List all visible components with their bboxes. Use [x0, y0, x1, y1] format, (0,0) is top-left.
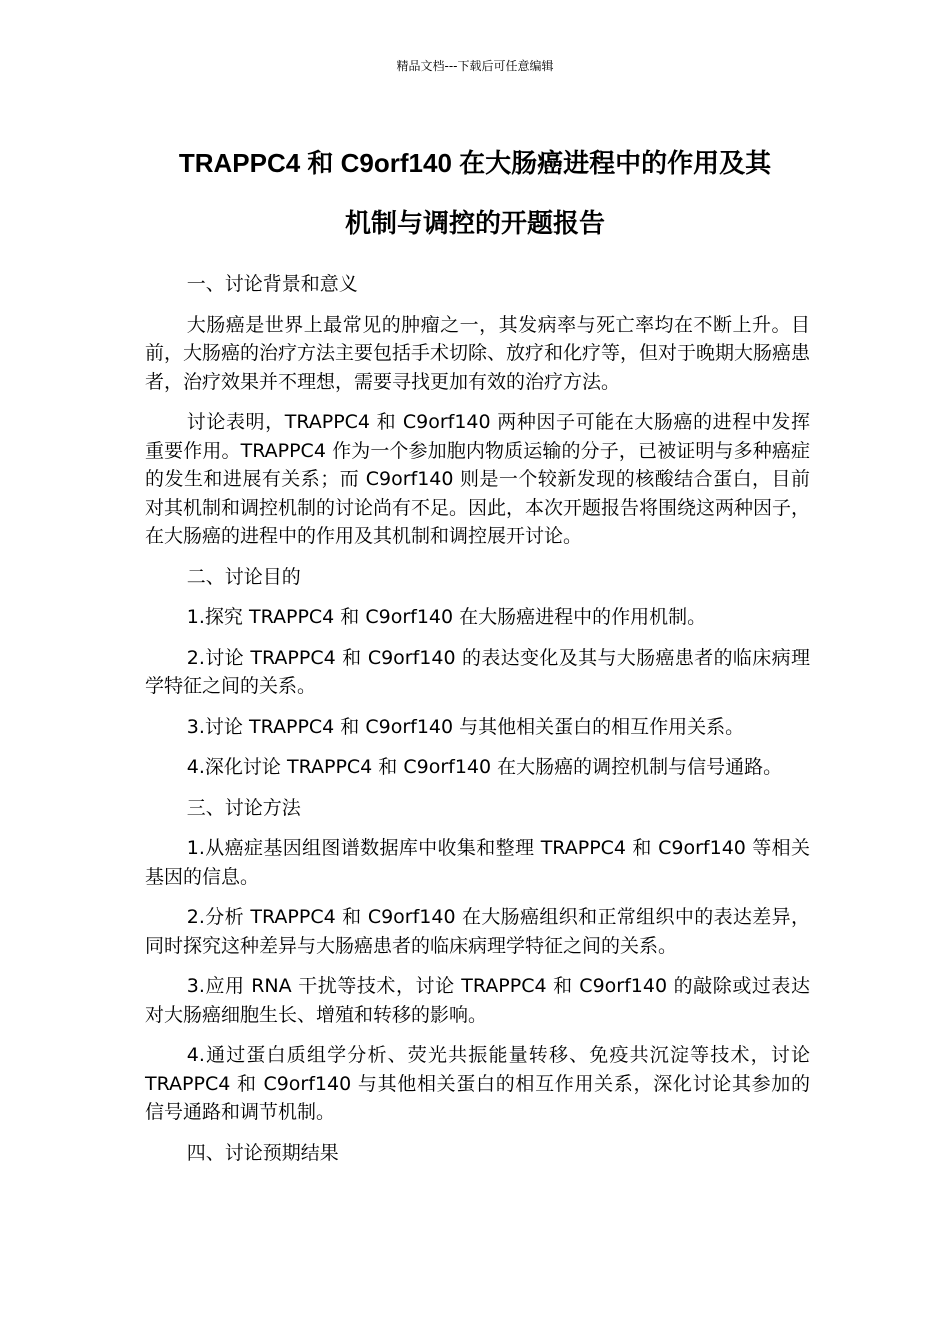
method-item-3: 3.应用 RNA 干扰等技术，讨论 TRAPPC4 和 C9orf140 的敲除或过表达对大肠癌细胞生长、增殖和转移的影响。: [145, 975, 810, 1026]
section-heading-expected-results: 四、讨论预期结果: [186, 1141, 339, 1164]
section-heading-background: 一、讨论背景和意义: [186, 273, 358, 295]
objective-item-2: 2.讨论 TRAPPC4 和 C9orf140 的表达变化及其与大肠癌患者的临床病理学特征之间的关系。: [145, 646, 810, 697]
objective-item-1: 1.探究 TRAPPC4 和 C9orf140 在大肠癌进程中的作用机制。: [186, 606, 707, 628]
objective-item-3: 3.讨论 TRAPPC4 和 C9orf140 与其他相关蛋白的相互作用关系。: [186, 715, 745, 738]
document-title: [120, 133, 830, 253]
document-title-line-2: 机制与调控的开题报告: [344, 208, 605, 238]
method-item-2: 2.分析 TRAPPC4 和 C9orf140 在大肠癌组织和正常组织中的表达差异，同时探究这种差异与大肠癌患者的临床病理学特征之间的关系。: [145, 906, 810, 957]
document-body: [145, 270, 810, 1179]
method-item-1: 1.从癌症基因组图谱数据库中收集和整理 TRAPPC4 和 C9orf140 等相关基因的信息。: [145, 837, 810, 888]
paragraph-background-2: 讨论表明，TRAPPC4 和 C9orf140 两种因子可能在大肠癌的进程中发挥重要作用。TRAPPC4 作为一个参加胞内物质运输的分子，已被证明与多种癌症的发生和进展有关系；而 C9orf140 则是一个较新发现的核酸结合蛋白，目前对其机制和调控机制的讨论尚有不足。因此，本次开题报告将围绕这两种因子，在大肠癌的进程中的作用及其机制和调控展开讨论。: [145, 411, 811, 547]
objective-item-4: 4.深化讨论 TRAPPC4 和 C9orf140 在大肠癌的调控机制与信号通路。: [186, 756, 783, 778]
document-title-line-1: TRAPPC4 和 C9orf140 在大肠癌进程中的作用及其: [178, 148, 772, 178]
section-heading-objectives: 二、讨论目的: [186, 565, 301, 588]
paragraph-background-1: 大肠癌是世界上最常见的肿瘤之一，其发病率与死亡率均在不断上升。目前，大肠癌的治疗方法主要包括手术切除、放疗和化疗等，但对于晚期大肠癌患者，治疗效果并不理想，需要寻找更加有效的治疗方法。: [145, 313, 811, 393]
section-heading-methods: 三、讨论方法: [186, 796, 301, 819]
page-header: 精品文档---下载后可任意编辑: [396, 59, 554, 73]
method-item-4: 4.通过蛋白质组学分析、荧光共振能量转移、免疫共沉淀等技术，讨论 TRAPPC4 和 C9orf140 与其他相关蛋白的相互作用关系，深化讨论其参加的信号通路和调节机制。: [145, 1044, 810, 1123]
